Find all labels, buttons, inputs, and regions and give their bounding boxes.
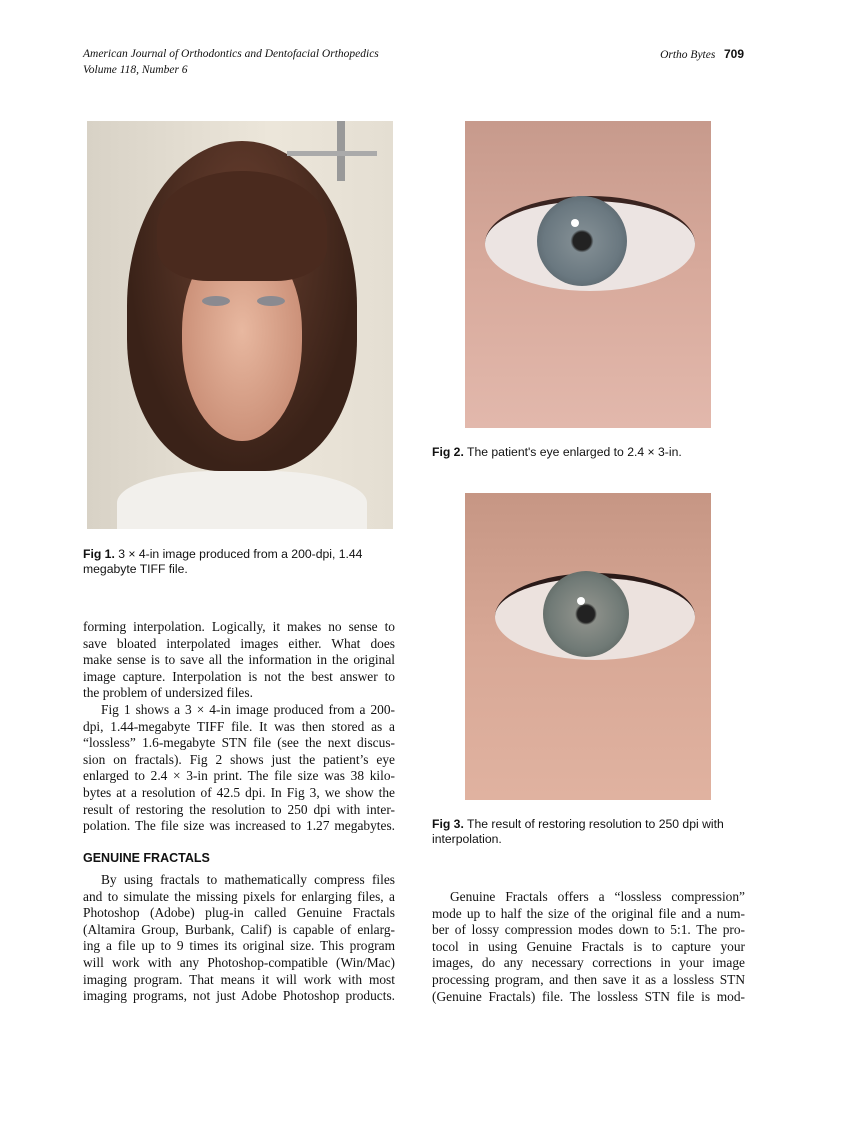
text-line: By using fractals to mathematically compress files	[101, 872, 395, 887]
text-line: polation. The file size was increased to 1.27 megabytes.	[83, 818, 395, 834]
fig3-eye-photo	[465, 493, 711, 800]
text-line: (Altamira Group, Burbank, Calif) is capable of enlarg-	[83, 921, 395, 937]
text-line: enlarged to 2.4 × 3-in print. The file size was 38 kilo-	[83, 768, 395, 784]
text-line: will work with any Photoshop-compatible (Win/Mac)	[83, 954, 395, 970]
page-info	[660, 46, 744, 63]
text-line: result of restoring the resolution to 250 dpi with inter-	[83, 801, 395, 817]
fig1-caption-line: megabyte TIFF file.	[83, 562, 188, 576]
section-name: Ortho Bytes	[660, 49, 716, 61]
volume-info: Volume 118, Number 6	[83, 64, 188, 76]
fig2-caption	[432, 445, 682, 460]
text-line: processing program, and then save it as a lossless STN	[432, 971, 745, 987]
text-line: (Genuine Fractals) file. The lossless STN file is mod-	[432, 988, 745, 1004]
paragraph	[83, 619, 395, 702]
text-line: make sense is to save all the information in the original	[83, 652, 395, 668]
text-line: save bloated interpolated images either. What does	[83, 635, 395, 651]
paragraph	[83, 702, 395, 835]
text-line: “lossless” 1.6-megabyte STN file (see the next discus-	[83, 735, 395, 751]
fig1-label: Fig 1.	[83, 547, 115, 561]
fig3-caption-line: interpolation.	[432, 832, 502, 846]
fig1-caption	[83, 547, 395, 577]
fig1-portrait-photo	[87, 121, 393, 529]
text-line: ing a file up to 9 times its original size. This program	[83, 938, 395, 954]
text-line: Photoshop (Adobe) plug-in called Genuine Fractals	[83, 905, 395, 921]
section-heading: GENUINE FRACTALS	[83, 851, 210, 865]
text-line: bytes at a resolution of 42.5 dpi. In Fig 3, we show the	[83, 784, 395, 800]
text-line: images, do any necessary corrections in your image	[432, 955, 745, 971]
text-line: image capture. Interpolation is not the best answer to	[83, 668, 395, 684]
text-line: the problem of undersized files.	[83, 685, 253, 701]
fig3-caption	[432, 817, 724, 847]
text-line: and to simulate the missing pixels for enlarging files, a	[83, 888, 395, 904]
fig3-label: Fig 3.	[432, 817, 464, 831]
text-line: dpi, 1.44-megabyte TIFF file. It was then stored as a	[83, 718, 395, 734]
fig1-caption-line: 3 × 4-in image produced from a 200-dpi, 1.44	[118, 547, 363, 561]
running-header	[83, 46, 379, 78]
fig2-label: Fig 2.	[432, 445, 464, 459]
text-line: imaging program. That means it will work with most	[83, 971, 395, 987]
text-line: Fig 1 shows a 3 × 4-in image produced from a 200-	[101, 701, 395, 717]
left-column-body-2	[83, 872, 395, 1005]
fig3-caption-line: The result of restoring resolution to 250 dpi with	[467, 817, 724, 831]
right-column-body	[432, 889, 745, 1005]
text-line: sion on fractals). Fig 2 shows just the patient’s eye	[83, 751, 395, 767]
text-line: imaging programs, not just Adobe Photoshop products.	[83, 988, 395, 1004]
text-line: mode up to half the size of the original file and a num-	[432, 905, 745, 921]
left-column-body	[83, 619, 395, 835]
text-line: ber of lossy compression modes down to 5:1. The pro-	[432, 922, 745, 938]
page-number: 709	[723, 47, 744, 61]
text-line: Genuine Fractals offers a “lossless compression”	[450, 889, 745, 904]
fig2-eye-photo	[465, 121, 711, 428]
fig2-caption-text: The patient's eye enlarged to 2.4 × 3-in.	[467, 445, 682, 459]
text-line: tocol in using Genuine Fractals is to capture your	[432, 938, 745, 954]
journal-title: American Journal of Orthodontics and Dentofacial Orthopedics	[83, 48, 379, 60]
text-line: forming interpolation. Logically, it makes no sense to	[83, 619, 395, 634]
